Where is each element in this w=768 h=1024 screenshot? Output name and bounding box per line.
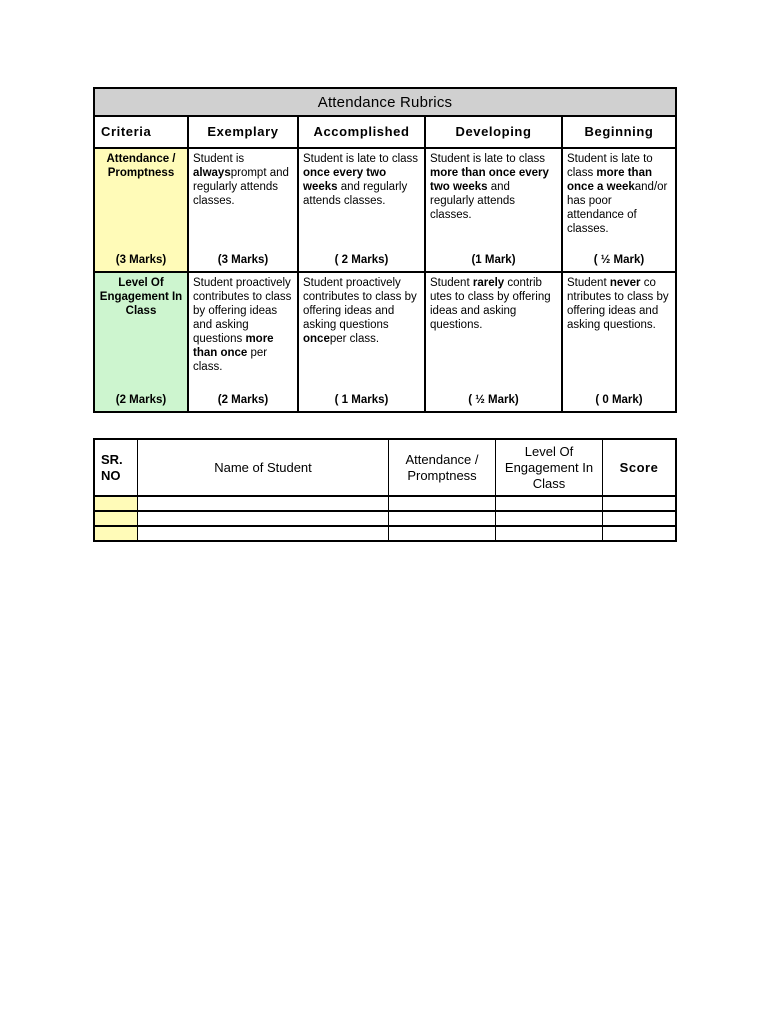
header-exemplary: Exemplary [189, 117, 299, 147]
header-score: Score [603, 439, 677, 496]
rubric-marks: (1 Mark) [471, 254, 516, 266]
score-table-body [94, 496, 676, 541]
rubric-description: Student is late to class more than once a weekand/or has poor attendance of classes. [567, 153, 668, 235]
student-name-cell[interactable] [138, 511, 389, 526]
rubric-cell [426, 273, 563, 411]
criteria-attendance [95, 149, 189, 271]
header-criteria: Criteria [95, 117, 189, 147]
rubric-title: Attendance Rubrics [95, 89, 675, 117]
rubric-description: Student proactively contributes to class by offering ideas and asking questions onceper class. [303, 277, 417, 345]
rubric-description: Student is late to class once every two weeks and regularly attends classes. [303, 153, 419, 207]
criteria-label: Level Of Engagement In Class [99, 277, 183, 317]
rubric-description: Student never co ntributes to class by offering ideas and asking questions. [567, 277, 669, 331]
table-row [94, 511, 676, 526]
student-score-table [93, 438, 677, 542]
engagement-cell[interactable] [496, 511, 603, 526]
student-name-cell[interactable] [138, 526, 389, 541]
attendance-rubric-table [93, 87, 677, 413]
criteria-marks: (2 Marks) [115, 394, 167, 406]
attendance-cell[interactable] [389, 511, 496, 526]
criteria-marks: (3 Marks) [115, 254, 167, 266]
sr-no-cell[interactable] [94, 511, 138, 526]
sr-no-cell[interactable] [94, 496, 138, 511]
score-cell[interactable] [603, 496, 677, 511]
header-attendance: Attendance / Promptness [389, 439, 496, 496]
header-beginning: Beginning [584, 124, 654, 139]
rubric-cell [189, 273, 299, 411]
score-cell[interactable] [603, 511, 677, 526]
sr-no-cell[interactable] [94, 526, 138, 541]
rubric-marks: (2 Marks) [217, 394, 269, 406]
score-header-row [94, 439, 676, 496]
rubric-row-engagement [95, 273, 675, 411]
rubric-marks: ( 1 Marks) [334, 394, 389, 406]
rubric-cell [563, 273, 675, 411]
score-cell[interactable] [603, 526, 677, 541]
rubric-description: Student rarely contrib utes to class by offering ideas and asking questions. [430, 277, 551, 331]
table-row [94, 526, 676, 541]
rubric-description: Student proactively contributes to class by offering ideas and asking questions more than once per class. [193, 277, 292, 373]
criteria-engagement [95, 273, 189, 411]
engagement-cell[interactable] [496, 496, 603, 511]
rubric-description: Student is alwaysprompt and regularly attends classes. [193, 153, 289, 207]
rubric-cell [189, 149, 299, 271]
header-engagement: Level Of Engagement In Class [496, 439, 603, 496]
engagement-cell[interactable] [496, 526, 603, 541]
rubric-marks: (3 Marks) [217, 254, 269, 266]
rubric-marks: ( ½ Mark) [468, 394, 519, 406]
header-developing: Developing [426, 117, 563, 147]
rubric-cell [563, 149, 675, 271]
criteria-label: Attendance / Promptness [106, 153, 176, 179]
rubric-row-attendance [95, 149, 675, 273]
table-row [94, 496, 676, 511]
rubric-cell [426, 149, 563, 271]
header-sr-no: SR. NO [94, 439, 138, 496]
rubric-marks: ( ½ Mark) [593, 254, 645, 266]
rubric-description: Student is late to class more than once every two weeks and regularly attends classes. [430, 153, 549, 221]
rubric-marks: ( 0 Mark) [595, 394, 643, 406]
attendance-cell[interactable] [389, 496, 496, 511]
header-accomplished: Accomplished [299, 117, 426, 147]
rubric-cell [299, 273, 426, 411]
student-name-cell[interactable] [138, 496, 389, 511]
attendance-cell[interactable] [389, 526, 496, 541]
rubric-marks: ( 2 Marks) [334, 254, 389, 266]
rubric-cell [299, 149, 426, 271]
rubric-header-row [95, 117, 675, 149]
header-student-name: Name of Student [138, 439, 389, 496]
